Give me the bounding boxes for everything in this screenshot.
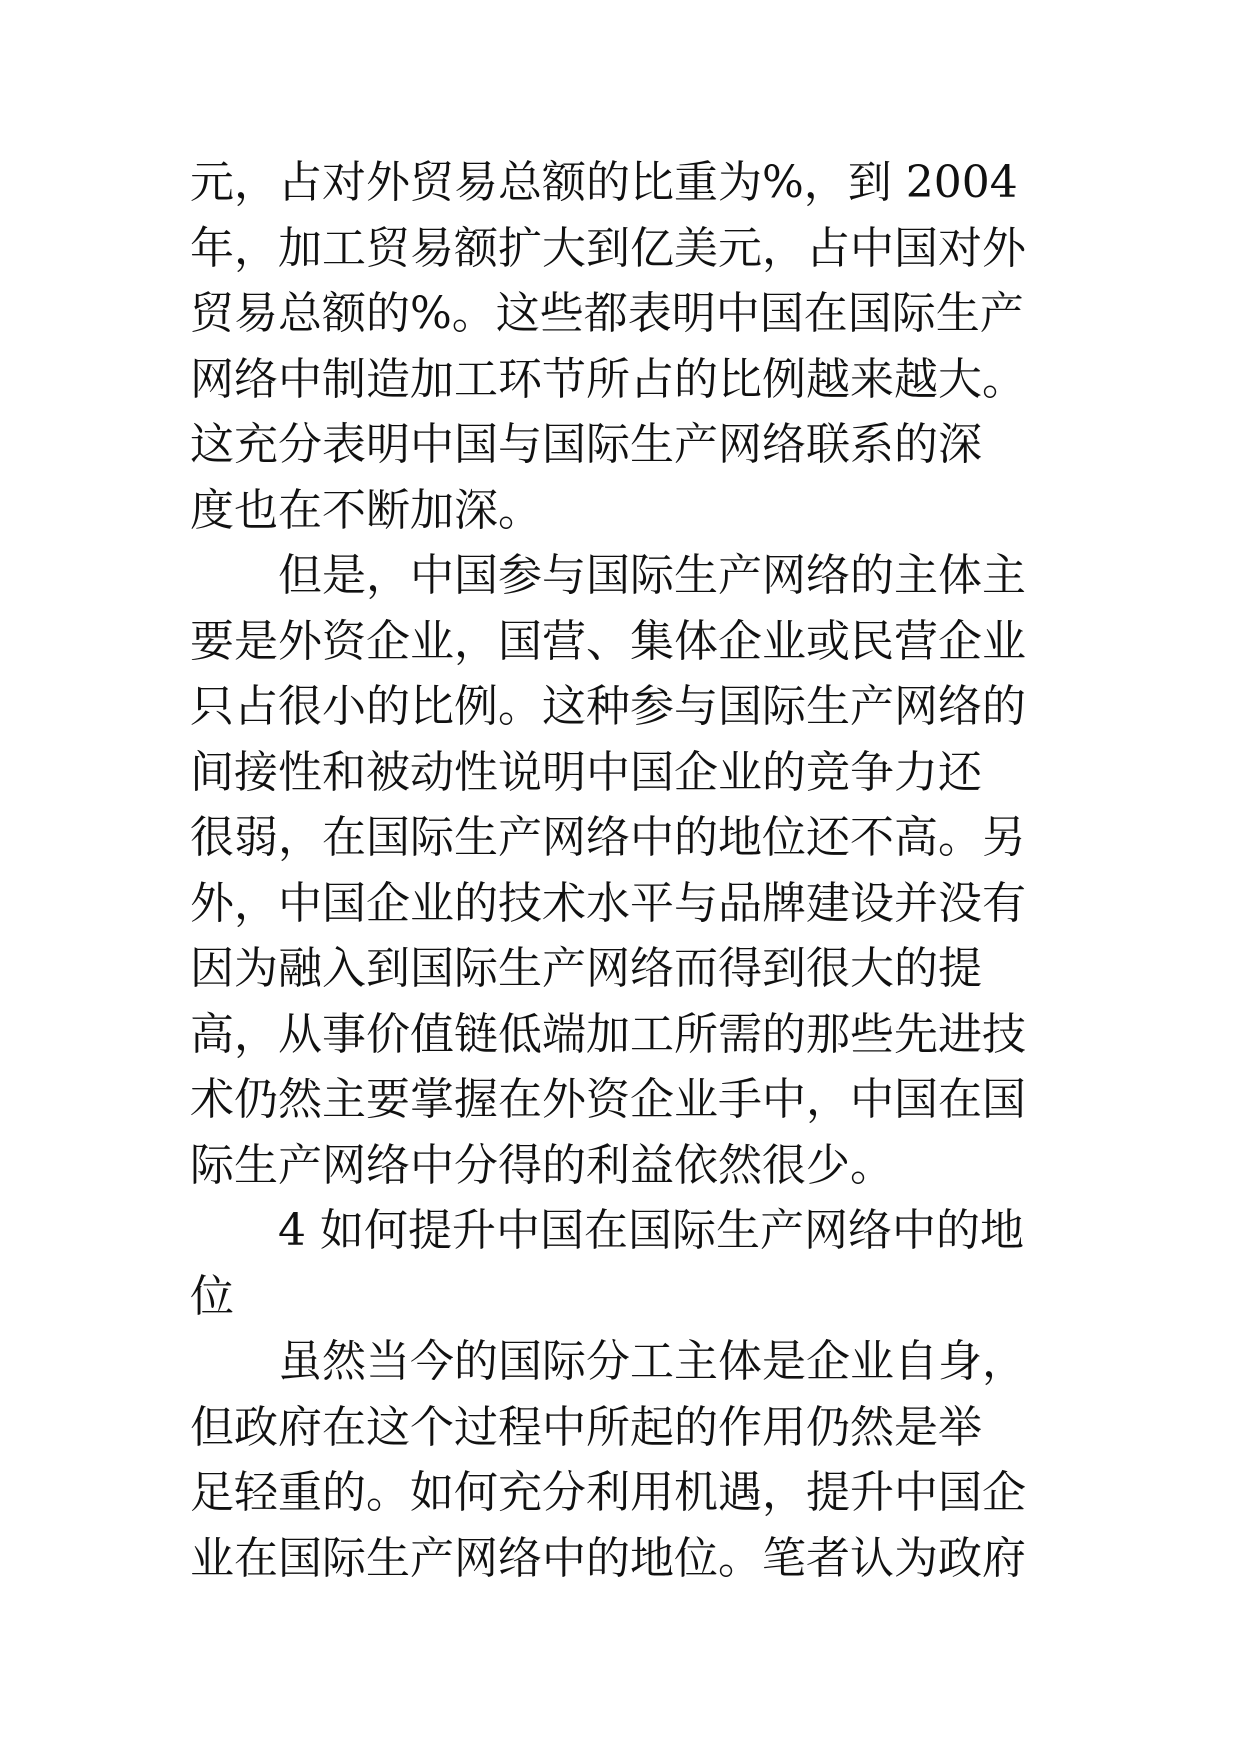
text-line: 足轻重的。如何充分利用机遇，提升中国企 [190, 1467, 1026, 1518]
text-line: 元，占对外贸易总额的比重为%，到 2004 [190, 157, 1018, 208]
paragraph-first-line: 但是，中国参与国际生产网络的主体主 [278, 550, 1026, 601]
body-text [190, 150, 1090, 1591]
text-line: 这充分表明中国与国际生产网络联系的深 [190, 419, 982, 470]
text-line: 外，中国企业的技术水平与品牌建设并没有 [190, 877, 1026, 929]
text-line: 因为融入到国际生产网络而得到很大的提 [190, 943, 982, 994]
text-line: 但政府在这个过程中所起的作用仍然是举 [190, 1401, 982, 1453]
text-line: 际生产网络中分得的利益依然很少。 [190, 1139, 894, 1191]
text-line: 贸易总额的%。这些都表明中国在国际生产 [190, 288, 1024, 339]
text-line: 要是外资企业，国营、集体企业或民营企业 [190, 615, 1026, 667]
text-line: 高，从事价值链低端加工所需的那些先进技 [190, 1008, 1026, 1060]
section-heading-continued: 位 [190, 1270, 234, 1322]
text-line: 间接性和被动性说明中国企业的竞争力还 [190, 746, 982, 798]
text-line: 年，加工贸易额扩大到亿美元，占中国对外 [190, 222, 1026, 274]
section-heading: 4 如何提升中国在国际生产网络中的地 [278, 1205, 1024, 1256]
text-line: 网络中制造加工环节所占的比例越来越大。 [190, 353, 1026, 405]
paragraph-first-line: 虽然当今的国际分工主体是企业自身， [278, 1336, 1026, 1387]
text-line: 术仍然主要掌握在外资企业手中，中国在国 [190, 1074, 1026, 1125]
text-line: 度也在不断加深。 [190, 484, 542, 536]
text-line: 很弱，在国际生产网络中的地位还不高。另 [190, 812, 1026, 863]
text-line: 业在国际生产网络中的地位。笔者认为政府 [190, 1532, 1026, 1584]
text-line: 只占很小的比例。这种参与国际生产网络的 [190, 681, 1026, 732]
